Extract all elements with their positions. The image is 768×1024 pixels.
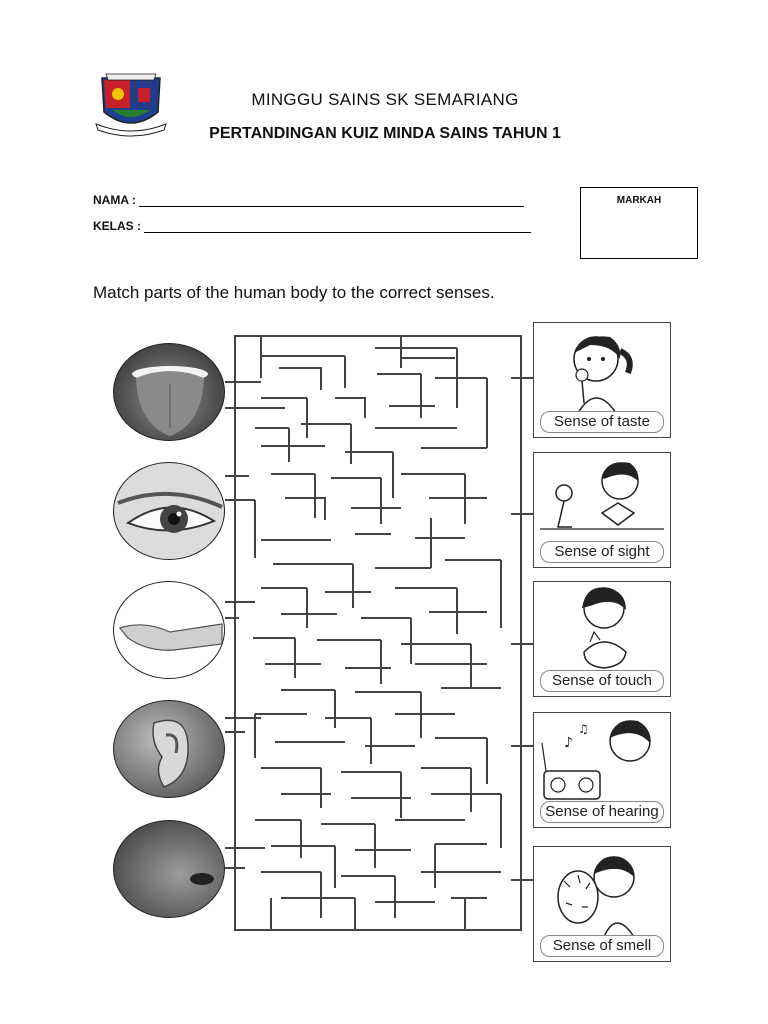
boy-reading-icon <box>534 453 672 548</box>
kelas-field[interactable] <box>93 219 531 233</box>
nama-label: NAMA : <box>93 193 136 207</box>
sense-label-taste: Sense of taste <box>540 411 664 433</box>
sense-card-taste[interactable] <box>533 322 671 438</box>
nama-field[interactable] <box>93 193 524 207</box>
quiz-title: PERTANDINGAN KUIZ MINDA SAINS TAHUN 1 <box>209 125 561 142</box>
tongue-photo <box>113 343 225 441</box>
ear-photo <box>113 700 225 798</box>
sense-label-touch: Sense of touch <box>540 670 664 692</box>
boy-radio-icon <box>534 713 672 808</box>
sense-label-hearing: Sense of hearing <box>540 801 664 823</box>
sense-label-smell: Sense of smell <box>540 935 664 957</box>
kelas-label: KELAS : <box>93 219 141 233</box>
nama-line[interactable] <box>139 196 524 207</box>
markah-box[interactable] <box>580 187 698 259</box>
markah-label: MARKAH <box>616 195 662 206</box>
sense-card-smell[interactable] <box>533 846 671 962</box>
sense-card-touch[interactable] <box>533 581 671 697</box>
school-title: MINGGU SAINS SK SEMARIANG <box>251 90 519 109</box>
instruction-text: Match parts of the human body to the correct senses. <box>93 283 495 302</box>
boy-durian-icon <box>534 847 672 942</box>
sense-card-sight[interactable] <box>533 452 671 568</box>
svg-text:♫: ♫ <box>578 722 589 736</box>
girl-lollipop-icon <box>534 323 672 418</box>
maze[interactable] <box>225 328 535 938</box>
svg-text:♪: ♪ <box>564 735 573 751</box>
sense-card-hearing[interactable] <box>533 712 671 828</box>
nose-photo <box>113 820 225 918</box>
girl-cat-icon <box>534 582 672 677</box>
eye-photo <box>113 462 225 560</box>
sense-label-sight: Sense of sight <box>540 541 664 563</box>
kelas-line[interactable] <box>144 222 531 233</box>
hand-photo <box>113 581 225 679</box>
